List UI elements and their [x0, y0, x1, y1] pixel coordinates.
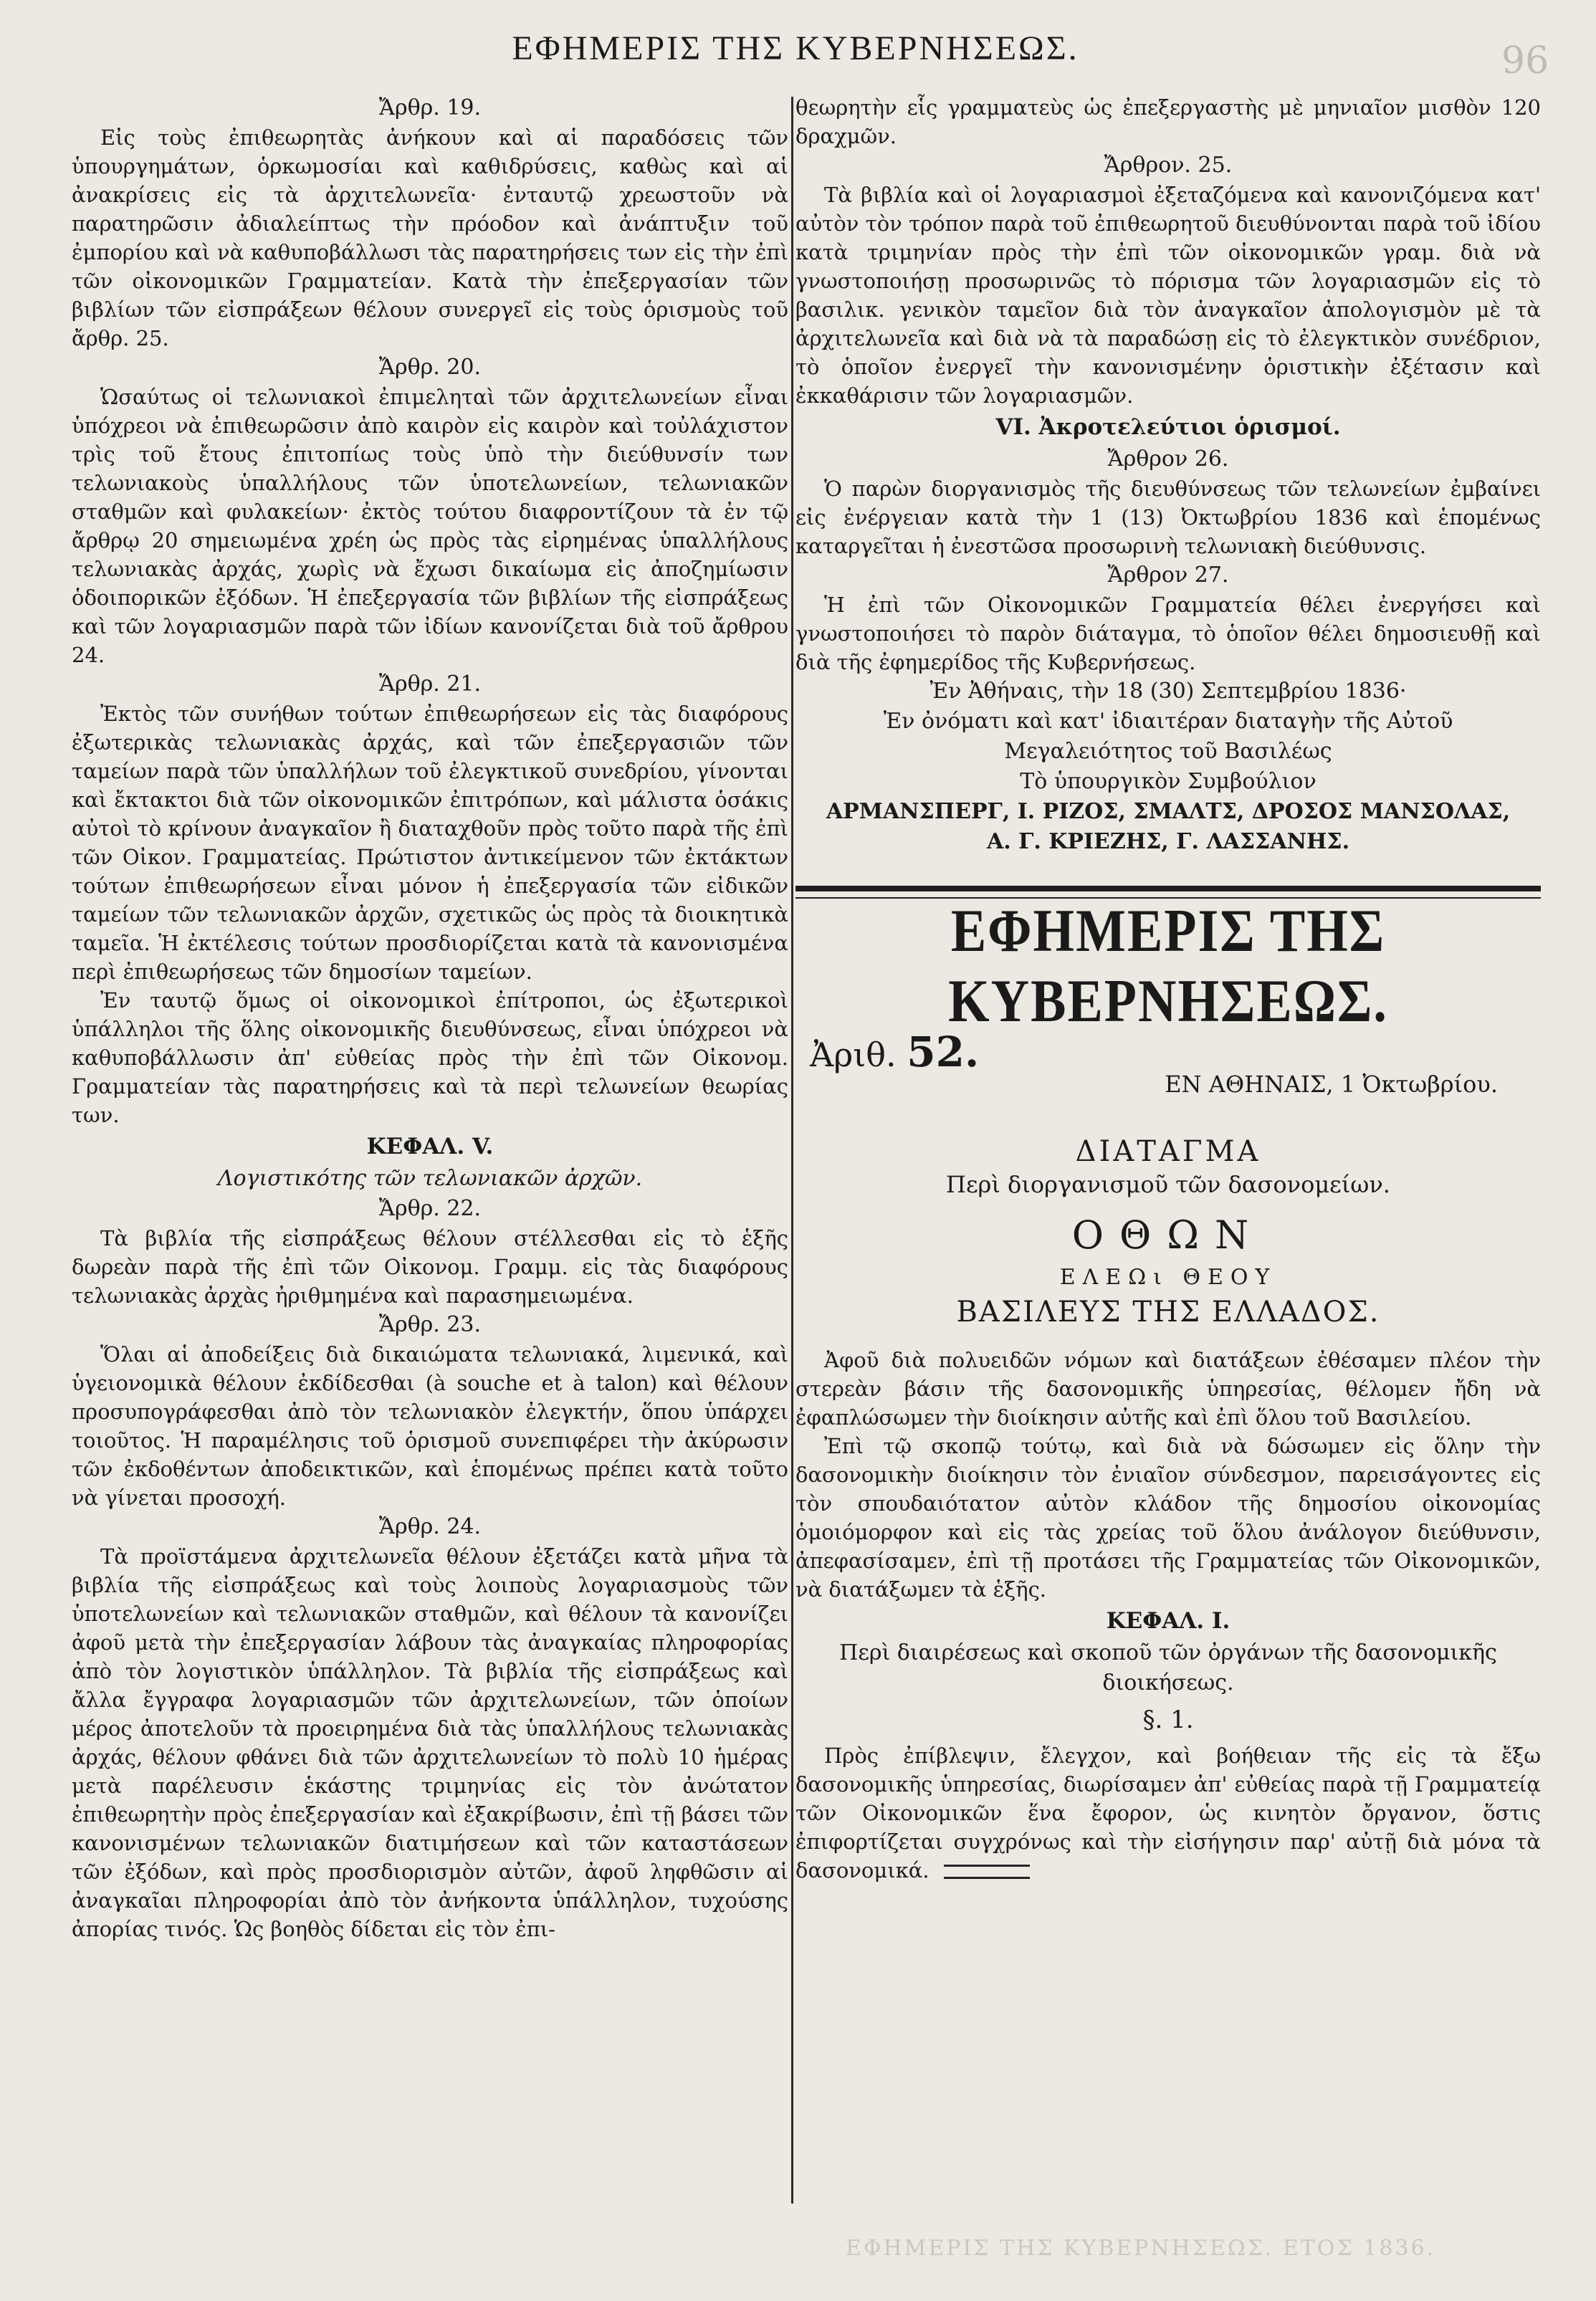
issue-row — [795, 1028, 1541, 1106]
issue-number-block — [810, 1028, 979, 1076]
article-20-heading: Ἄρθρ. 20. — [378, 355, 482, 380]
article-24-text: Τὰ προϊστάμενα ἀρχιτελωνεῖα θέλουν ἐξετάζει κατὰ μῆνα τὰ βιβλία τῆς εἰσπράξεως καὶ τοὺς λοιποὺς λογαριασμοὺς τῶν ὑποτελωνείων καὶ τελωνιακῶν σταθμῶν, καὶ θέλουν τὰ κανονίζει ἀφοῦ μετὰ τὴν ἐπεξεργασίαν λάβουν τὰς ἀναγκαίας πληροφορίας ἀπὸ τὸν λογιστικὸν ὑπάλληλον. Τὰ βιβλία τῆς εἰσπράξεως καὶ ἄλλα ἔγγραφα λογαριασμῶν τῶν ἀρχιτελωνείων, τῶν ὁποίων μέρος ἀποτελοῦν τὰ προειρημένα διὰ τὰς ὑπαλλήλους τελωνιακὰς ἀρχάς, θέλουν φθάνει διὰ τῶν ἀρχιτελωνείων τὸ πολὺ 10 ἡμέρας μετὰ παρέλευσιν ἑκάστης τριμηνίας εἰς τὸν ἀνώτατον ἐπιθεωρητὴν πρὸς ἐπεξεργασίαν καὶ ἐξακρίβωσιν, ἐπὶ τῇ βάσει τῶν κανονισμένων τελωνιακῶν διατιμήσεων καὶ τῶν καταστάσεων τῶν ἐξόδων, καὶ πρὸς προσδιορισμὸν αὐτῶν, ἀφοῦ ληφθῶσιν αἱ ἀναγκαῖαι πληροφορίαι ἀπὸ τὸν ἀνήκοντα ὑπάλληλον, τυχούσης ἀπορίας τινός. Ὡς βοηθὸς δίδεται εἰς τὸν ἐπι- — [72, 1544, 788, 1941]
bleed-through-footer: ΕΦΗΜΕΡΙΣ ΤΗΣ ΚΥΒΕΡΝΗΣΕΩΣ. ΕΤΟΣ 1836. — [846, 2236, 1436, 2261]
chapter-1-heading: ΚΕΦΑΛ. Ι. — [1106, 1608, 1231, 1634]
right-column — [795, 93, 1541, 1885]
column-divider — [791, 97, 793, 2204]
chapter-5-heading: ΚΕΦΑΛ. V. — [366, 1134, 494, 1159]
authority-line-2: Μεγαλειότητος τοῦ Βασιλέως — [1004, 739, 1332, 764]
issue-prefix: Ἀριθ. — [810, 1035, 897, 1074]
preamble-paragraph-2: Ἐπὶ τῷ σκοπῷ τούτῳ, καὶ διὰ νὰ δώσωμεν εἰς ὅλην τὴν δασονομικὴν διοίκησιν τὸν ἐνιαῖον σύνδεσμον, παρεισάγοντες εἰς τὸν σπουδαιότατον αὐτὸν κλάδον τῆς δημοσίου οἰκονομίας ὁμοιόμορφον καὶ εἰς τὰς χρείας τοῦ ὅλου ἀνάλογον διεύθυνσιν, ἀπεφασίσαμεν, ἐπὶ τῇ προτάσει τῆς Γραμματείας τῶν Οἰκονομικῶν, νὰ διατάξωμεν τὰ ἑξῆς. — [795, 1434, 1541, 1602]
article-19-heading: Ἄρθρ. 19. — [378, 95, 482, 120]
article-24-continuation: θεωρητὴν εἷς γραμματεὺς ὡς ἐπεξεργαστὴς μὲ μηνιαῖον μισθὸν 120 δραχμῶν. — [795, 95, 1541, 148]
end-rule-mark — [944, 1865, 1030, 1879]
article-27-text: Ἡ ἐπὶ τῶν Οἰκονομικῶν Γραμματεία θέλει ἐνεργήσει καὶ γνωστοποιήσει τὸ παρὸν διάταγμα, τὸ ὁποῖον θέλει δημοσιευθῇ καὶ διὰ τῆς ἐφημερίδος τῆς Κυβερνήσεως. — [795, 593, 1541, 674]
article-23-text: Ὅλαι αἱ ἀποδείξεις διὰ δικαιώματα τελωνιακά, λιμενικά, καὶ ὑγειονομικὰ θέλουν ἐκδίδεσθαι (à souche et à talon) καὶ θέλουν προσυπογράφεσθαι ἀπὸ τὸν τελωνιακὸν ἐλεγκτήν, ὅπου ὑπάρχει τοιοῦτος. Ἡ παραμέλησις τοῦ ὁρισμοῦ συνεπιφέρει τὴν ἀκύρωσιν τῶν ἐκδοθέντων ἀποδεικτικῶν, καὶ ἑπομένως πρέπει κατὰ τοῦτο νὰ γίνεται προσοχή. — [72, 1342, 788, 1510]
section-1-heading: §. 1. — [1142, 1706, 1194, 1734]
article-20-text: Ὡσαύτως οἱ τελωνιακοὶ ἐπιμεληταὶ τῶν ἀρχιτελωνείων εἶναι ὑπόχρεοι νὰ ἐπιθεωρῶσιν ἀπὸ καιρὸν εἰς καιρὸν καὶ τοὐλάχιστον τρὶς τοῦ ἔτους ἐπιτοπίως τοὺς ὑπὸ τὴν διεύθυνσίν των τελωνιακοὺς ὑπαλλήλους τῶν ὑποτελωνείων, τελωνιακῶν σταθμῶν καὶ φυλακείων· ἐκτὸς τούτου διαφροντίζουν τὰ ἐν τῷ ἄρθρῳ 20 σημειωμένα χρέη ὡς πρὸς τὰς εἰρημένας ὑπαλλήλους τελωνιακὰς ἀρχάς, χωρὶς νὰ ἔχωσι δικαίωμα εἰς ἀποζημίωσιν ὁδοιπορικῶν ἐξόδων. Ἡ ἐπεξεργασία τῶν βιβλίων τῆς εἰσπράξεως καὶ τῶν λογαριασμῶν παρὰ τῶν ἰδίων κανονίζεται διὰ τοῦ ἄρθρου 24. — [72, 385, 788, 667]
article-21-text: Ἐκτὸς τῶν συνήθων τούτων ἐπιθεωρήσεων εἰς τὰς διαφόρους ἐξωτερικὰς τελωνιακὰς ἀρχάς, καὶ τῶν ἐπεξεργασιῶν τῶν ταμείων παρὰ τῶν ὑπαλλήλων τοῦ ἐλεγκτικοῦ συνεδρίου, γίνονται καὶ ἔκτακτοι διὰ τῶν οἰκονομικῶν ἐπιτρόπων, καὶ μάλιστα ὁσάκις αὐτοὶ τὸ κρίνουν ἀναγκαῖον ἢ διαταχθοῦν πρὸς τοῦτο παρὰ τῆς ἐπὶ τῶν Οἰκον. Γραμματείας. Πρώτιστον ἀντικείμενον τῶν ἐκτάκτων τούτων ἐπιθεωρήσεων εἶναι μόνον ἡ ἐπεξεργασία τῶν εἰδικῶν ταμείων τῶν τελωνιακῶν ἀρχῶν, σχετικῶς ὡς πρὸς τὰ διοικητικὰ ταμεῖα. Ἡ ἐκτέλεσις τούτων προσδιορίζεται κατὰ τὰ κανονισμένα περὶ ἐπιθεωρήσεως τῶν δημοσίων ταμείων. — [72, 702, 788, 984]
article-21-heading: Ἄρθρ. 21. — [378, 671, 482, 697]
signatories-line-1: ΑΡΜΑΝΣΠΕΡΓ, Ι. ΡΙΖΟΣ, ΣΜΑΛΤΣ, ΔΡΟΣΟΣ ΜΑΝΣΟΛΑΣ, — [826, 799, 1511, 824]
decree-subject: Περὶ διοργανισμοῦ τῶν δασονομείων. — [946, 1171, 1390, 1198]
thick-divider — [795, 886, 1541, 891]
article-25-text: Τὰ βιβλία καὶ οἱ λογαριασμοὶ ἐξεταζόμενα καὶ κανονιζόμενα κατ' αὐτὸν τὸν τρόπον παρὰ τοῦ ἐπιθεωρητοῦ διευθύνονται παρὰ τοῦ ἰδίου κατὰ τριμηνίαν πρὸς τὴν ἐπὶ τῶν οἰκονομικῶν γραμ. διὰ νὰ γνωστοποιήσῃ προσωρινῶς τὸ πόρισμα τῶν λογαριασμῶν εἰς τὸ βασιλικ. γενικὸν ταμεῖον διὰ τὸν ἀναγκαῖον ἀπολογισμὸν μὲ τὰ ἀρχιτελωνεῖα καὶ διὰ νὰ τὰ παραδώσῃ εἰς τὸ ἐλεγκτικὸν συνέδριον, τὸ ὁποῖον ἐνεργεῖ τὴν κανονισμένην ὁριστικὴν ἐξέτασιν καὶ ἐκκαθάρισιν τῶν λογαριασμῶν. — [795, 183, 1541, 408]
king-name: ΟΘΩΝ — [1071, 1212, 1265, 1258]
article-19-text: Εἰς τοὺς ἐπιθεωρητὰς ἀνήκουν καὶ αἱ παραδόσεις τῶν ὑπουργημάτων, ὁρκωμοσίαι καὶ καθιδρύσεις, καθὼς καὶ αἱ ἀνακρίσεις εἰς τὰ ἀρχιτελωνεῖα· ἐνταυτῷ χρεωστοῦν νὰ παρατηρῶσιν ἀδιαλείπτως τὴν πρόοδον καὶ ἀνάπτυξιν τοῦ ἐμπορίου καὶ νὰ καθυποβάλλωσι τὰς παρατηρήσεις των εἰς τὴν ἐπὶ τῶν οἰκονομικῶν Γραμματείαν. Κατὰ τὴν ἐπεξεργασίαν τῶν βιβλίων τῶν εἰσπράξεων θέλουν συνεργεῖ εἰς τοὺς ὁρισμοὺς τοῦ ἄρθρ. 25. — [72, 125, 788, 350]
grace-of-god: ΕΛΕΩι ΘΕΟΥ — [1059, 1265, 1277, 1290]
authority-line-3: Τὸ ὑπουργικὸν Συμβούλιον — [1020, 769, 1317, 794]
article-27-heading: Ἄρθρον 27. — [1107, 563, 1229, 588]
king-title: ΒΑΣΙΛΕΥΣ ΤΗΣ ΕΛΛΑΔΟΣ. — [956, 1296, 1380, 1329]
authority-line-1: Ἐν ὀνόματι καὶ κατ' ἰδιαιτέραν διαταγὴν τῆς Αὐτοῦ — [883, 709, 1453, 734]
article-24-heading: Ἄρθρ. 24. — [378, 1514, 482, 1539]
masthead-title: ΕΦΗΜΕΡΙΣ ΤΗΣ ΚΥΒΕΡΝΗΣΕΩΣ. — [948, 897, 1388, 1035]
article-23-heading: Ἄρθρ. 23. — [378, 1312, 482, 1337]
article-25-heading: Ἄρθρον. 25. — [1104, 153, 1233, 178]
article-22-text: Τὰ βιβλία τῆς εἰσπράξεως θέλουν στέλλεσθαι εἰς τὸ ἑξῆς δωρεὰν παρὰ τῆς ἐπὶ τῶν Οἰκονομ. Γραμμ. εἰς τὰς διαφόρους τελωνιακὰς ἀρχὰς ἠριθμημένα καὶ παρασημειωμένα. — [72, 1226, 788, 1308]
preamble-paragraph-1: Ἀφοῦ διὰ πολυειδῶν νόμων καὶ διατάξεων ἐθέσαμεν πλέον τὴν στερεὰν βάσιν τῆς δασονομικῆς ὑπηρεσίας, θέλομεν ἤδη νὰ ἐφαπλώσωμεν τὴν διοίκησιν αὐτῆς καὶ ἐπὶ ὅλου τοῦ Βασιλείου. — [795, 1348, 1541, 1430]
decree-title: ΔΙΑΤΑΓΜΑ — [1075, 1135, 1261, 1168]
signatories-line-2: Α. Γ. ΚΡΙΕΖΗΣ, Γ. ΛΑΣΣΑΝΗΣ. — [986, 829, 1350, 854]
left-column — [72, 93, 788, 1943]
issue-number: 52. — [907, 1028, 980, 1076]
issue-date: ΕΝ ΑΘΗΝΑΙΣ, 1 Ὀκτωβρίου. — [1165, 1071, 1498, 1098]
page-number: 96 — [1501, 39, 1549, 82]
page-header-title: ΕΦΗΜΕΡΙΣ ΤΗΣ ΚΥΒΕΡΝΗΣΕΩΣ. — [512, 29, 1079, 67]
article-26-text: Ὁ παρὼν διοργανισμὸς τῆς διευθύνσεως τῶν τελωνείων ἐμβαίνει εἰς ἐνέργειαν κατὰ τὴν 1 (13) Ὀκτωβρίου 1836 καὶ ἑπομένως καταργεῖται ἡ ἐνεστῶσα προσωρινὴ τελωνιακὴ διεύθυνσις. — [795, 477, 1541, 558]
article-26-heading: Ἄρθρον 26. — [1107, 446, 1229, 472]
chapter-1-title: Περὶ διαιρέσεως καὶ σκοποῦ τῶν ὀργάνων τῆς δασονομικῆς διοικήσεως. — [839, 1640, 1497, 1695]
section-1-body: Πρὸς ἐπίβλεψιν, ἔλεγχον, καὶ βοήθειαν τῆς εἰς τὰ ἔξω δασονομικῆς ὑπηρεσίας, διωρίσαμεν ἀπ' εὐθείας παρὰ τῇ Γραμματείᾳ τῶν Οἰκονομικῶν ἕνα ἔφορον, ὡς κινητὸν ὄργανον, ὅστις ἐπιφορτίζεται συγχρόνως καὶ τὴν εἰσήγησιν παρ' αὐτῇ διὰ μόνα τὰ δασονομικά. — [795, 1743, 1541, 1883]
article-21-text-2: Ἐν ταυτῷ ὅμως οἱ οἰκονομικοὶ ἐπίτροποι, ὡς ἐξωτερικοὶ ὑπάλληλοι τῆς ὅλης οἰκονομικῆς διευθύνσεως, εἶναι ὑπόχρεοι νὰ καθυποβάλλωσιν ἀπ' εὐθείας πρὸς τὴν ἐπὶ τῶν Οἰκονομ. Γραμματείαν τὰς παρατηρήσεις καὶ τὰ περὶ τελωνείων θεωρίας των. — [72, 988, 788, 1127]
section-6-heading: VI. Ἀκροτελεύτιοι ὁρισμοί. — [995, 414, 1341, 440]
chapter-5-title: Λογιστικότης τῶν τελωνιακῶν ἀρχῶν. — [217, 1166, 643, 1191]
section-1-text — [795, 1741, 1541, 1885]
article-22-heading: Ἄρθρ. 22. — [378, 1196, 482, 1221]
place-date-line: Ἐν Ἀθήναις, τὴν 18 (30) Σεπτεμβρίου 1836· — [930, 679, 1407, 704]
